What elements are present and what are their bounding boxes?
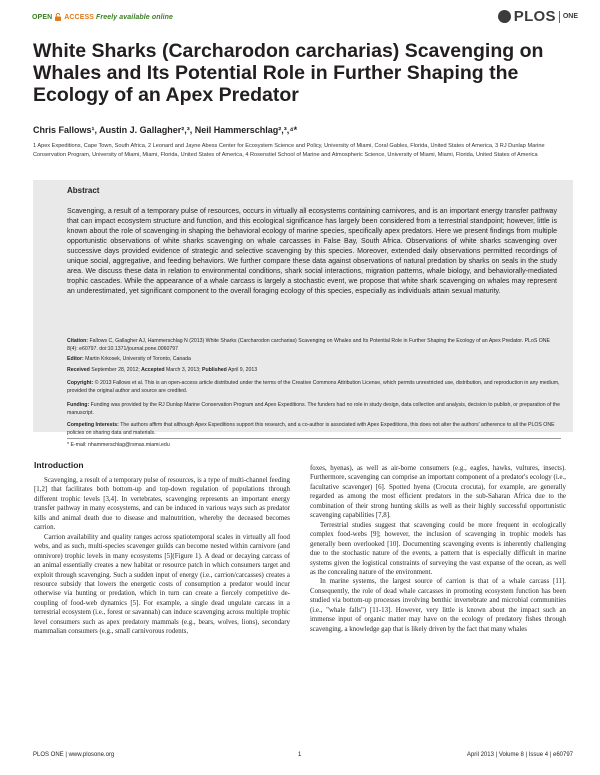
paragraph: foxes, hyenas), as well as air-borne consumers (e.g., eagles, hawks, vultures, insects). Furthermore, scavenging can comprise an important component of a predator's ecology (i.e., facultative scavenger) [6]. Spotted hyena (Crocuta crocuta), for example, are generally regarded as among the most efficient predators in the sub-Saharan Africa due to the combination of their strong hunting skills as well as their highly successful opportunistic scavenging capabilities [7,8]. bbox=[310, 465, 566, 520]
access-label: ACCESS bbox=[64, 13, 95, 21]
abstract-text: Scavenging, a result of a temporary pulse of resources, occurs in virtually all ecosystems containing carnivores, and is an important energy transfer pathway that can impact ecosystem structure and function, and this ecological significance has largely been considered from a terrestrial standpoint; however, little is known about the role of scavenging in shaping the behavioral ecology of marine species, specifically apex predators. Here we present findings from multiple opportunistic observations of white sharks scavenging on whale carcasses in False Bay, South Africa. Observations of white sharks scavenging over successive days provided evidence of strategic and selective scavenging by this species. Moreover, extended daily observations permitted recordings of unique social, aggregative, and feeding behaviors. We further compare these data against observations of natural predation by sharks on seals in the study area. We discuss these data in relation to environmental conditions, shark social interactions, migration patterns, whale biology, and behaviorally-mediated trophic cascades. While the appearance of a whale carcass is largely a stochastic event, we propose that white shark scavenging on whales may represent an underestimated, yet significant component to the overall foraging ecology of this species, especially as individuals attain sexual maturity. bbox=[67, 208, 557, 296]
plos-circle-icon bbox=[498, 10, 511, 23]
copyright-label: Copyright: bbox=[67, 380, 94, 386]
plos-one-logo bbox=[498, 8, 578, 25]
copyright bbox=[67, 379, 561, 396]
right-column bbox=[310, 464, 566, 634]
footer-issue: April 2013 | Volume 8 | Issue 4 | e60797 bbox=[466, 752, 573, 758]
paragraph: Carrion availability and quality ranges across spatiotemporal scales in virtually all food webs, and as such, multi-species scavenger guilds can become nested within carnivore (and omnivore) trophic levels in many ecosystems [5](Figure 1). A dead or decaying carcass of an animal essentially creates a new habitat or resource patch in which consumers target and exploit through scavenging. Such a sudden input of energy (i.e., carrion/carcasses) creates a resource subsidy that lowers the energetic costs of consumption a predator would incur otherwise via hunting or predation, which in turn can create a fiercely competitive de-coupling of food-web dynamics [5]. For example, a single dead ungulate carcass in a terrestrial ecosystem (i.e., forest or savannah) can induce scavenging across multiple trophic level consumers such as apex predatory mammals (e.g., bears, wolves, lions), secondary mammalian consumers (e.g., small carnivorous rodents, bbox=[34, 533, 290, 636]
editor-label: Editor: bbox=[67, 356, 84, 362]
author-list: Chris Fallows¹, Austin J. Gallagher²,³, Neil Hammerschlag²,³,⁴* bbox=[33, 125, 298, 135]
competing-label: Competing Interests: bbox=[67, 422, 119, 428]
open-label: OPEN bbox=[32, 13, 53, 21]
received-label: Received bbox=[67, 367, 90, 373]
paragraph: Terrestrial studies suggest that scavenging could be more frequent in ecologically complex food-webs [9]; however, the inclusion of scavenging in trophic models has generally been overlooked [10]. Documenting scavenging events is inherently challenging due to the stochastic nature of the events, a pattern that is especially difficult in marine systems given the logistical constraints of surveying the vast expanse of the ocean, as well as the concealing nature of the environment. bbox=[310, 521, 566, 576]
open-lock-icon bbox=[54, 13, 62, 21]
footer-journal: PLOS ONE | www.plosone.org bbox=[33, 752, 115, 758]
editor bbox=[67, 355, 561, 363]
email: * E-mail: nhammerschlag@rsmas.miami.edu bbox=[67, 442, 170, 448]
abstract-heading: Abstract bbox=[67, 186, 100, 195]
plos-wordmark: PLOS bbox=[513, 8, 556, 25]
published-date: April 9, 2013 bbox=[227, 367, 258, 373]
citation-text: Fallows C, Gallagher AJ, Hammerschlag N (2013) White Sharks (Carcharodon carcharias) Scavenging on Whales and Its Potential Role in Further Shaping the Ecology of an Apex Predator. PLoS ONE 8(4): e60797. doi:10.1371/journal.pone.0060797 bbox=[67, 338, 550, 353]
funding-text: Funding was provided by the RJ Dunlap Marine Conservation Program and Apex Expeditions. The funders had no role in study design, data collection and analysis, decision to publish, or preparation of the manuscript. bbox=[67, 402, 561, 417]
paragraph: In marine systems, the largest source of carrion is that of a whale carcass [11]. Consequently, the role of dead whale carcasses in promoting ecosystem function has been studied via bottom-up processes involving benthic invertebrate and microbial communities (i.e., "whale falls") [11-13]. However, very little is known about the impact such an immense input of organic matter may have on the ecology of predatory fishes through scavenging, a knowledge gap that is likely driven by the fact that many whales bbox=[310, 578, 566, 633]
journal-header bbox=[32, 8, 578, 32]
copyright-text: © 2013 Fallows et al. This is an open-access article distributed under the terms of the Creative Commons Attribution License, which permits unrestricted use, distribution, and reproduction in any medium, provided the original author and source are credited. bbox=[67, 380, 560, 395]
funding bbox=[67, 401, 561, 418]
accepted-label: Accepted bbox=[141, 367, 165, 373]
intro-heading: Introduction bbox=[34, 460, 84, 470]
page-number: 1 bbox=[298, 752, 302, 758]
competing-interests bbox=[67, 421, 561, 438]
competing-text: The authors affirm that although Apex Expeditions support this research, and a co-author is associated with Apex Expeditions, this does not alter the authors' adherence to all the PLOS ONE policies on sharing data and materials. bbox=[67, 422, 555, 437]
article-title: White Sharks (Carcharodon carcharias) Scavenging on Whales and Its Potential Role in Further Shaping the Ecology of an Apex Predator bbox=[33, 40, 544, 106]
received-date: September 28, 2012; bbox=[91, 367, 140, 373]
accepted-date: March 3, 2013; bbox=[165, 367, 201, 373]
divider bbox=[67, 438, 561, 439]
citation bbox=[67, 337, 561, 354]
paragraph: Scavenging, a result of a temporary pulse of resources, is a type of multi-channel feeding [1,2] that facilitates both bottom-up and top-down regulation of populations through different trophic levels [3,4]. In vertebrates, scavenging represents an important energy transfer pathway in many ecosystems, and can be induced in various ways such as predator kills and animal death due to disease and malnutrition, whereby the deceased becomes carrion. bbox=[34, 477, 290, 532]
editor-text: Martin Krkosek, University of Toronto, Canada bbox=[85, 356, 191, 362]
open-access-banner bbox=[32, 13, 173, 21]
left-column bbox=[34, 476, 290, 637]
journal-name: ONE bbox=[562, 13, 578, 20]
citation-label: Citation: bbox=[67, 338, 89, 344]
funding-label: Funding: bbox=[67, 402, 90, 408]
affiliations: 1 Apex Expeditions, Cape Town, South Africa, 2 Leonard and Jayne Abess Center for Ecosystem Science and Policy, University of Miami, Coral Gables, Florida, United States of America, 3 RJ Dunlap Marine Conservation Program, University of Miami, Miami, Florida, United States of America, 4 Rosenstiel School of Marine and Atmospheric Science, University of Miami, Miami, Florida, United States of America bbox=[33, 143, 545, 159]
free-label: Freely available online bbox=[96, 13, 174, 21]
logo-separator bbox=[559, 11, 560, 23]
dates bbox=[67, 366, 561, 374]
published-label: Published bbox=[202, 367, 227, 373]
